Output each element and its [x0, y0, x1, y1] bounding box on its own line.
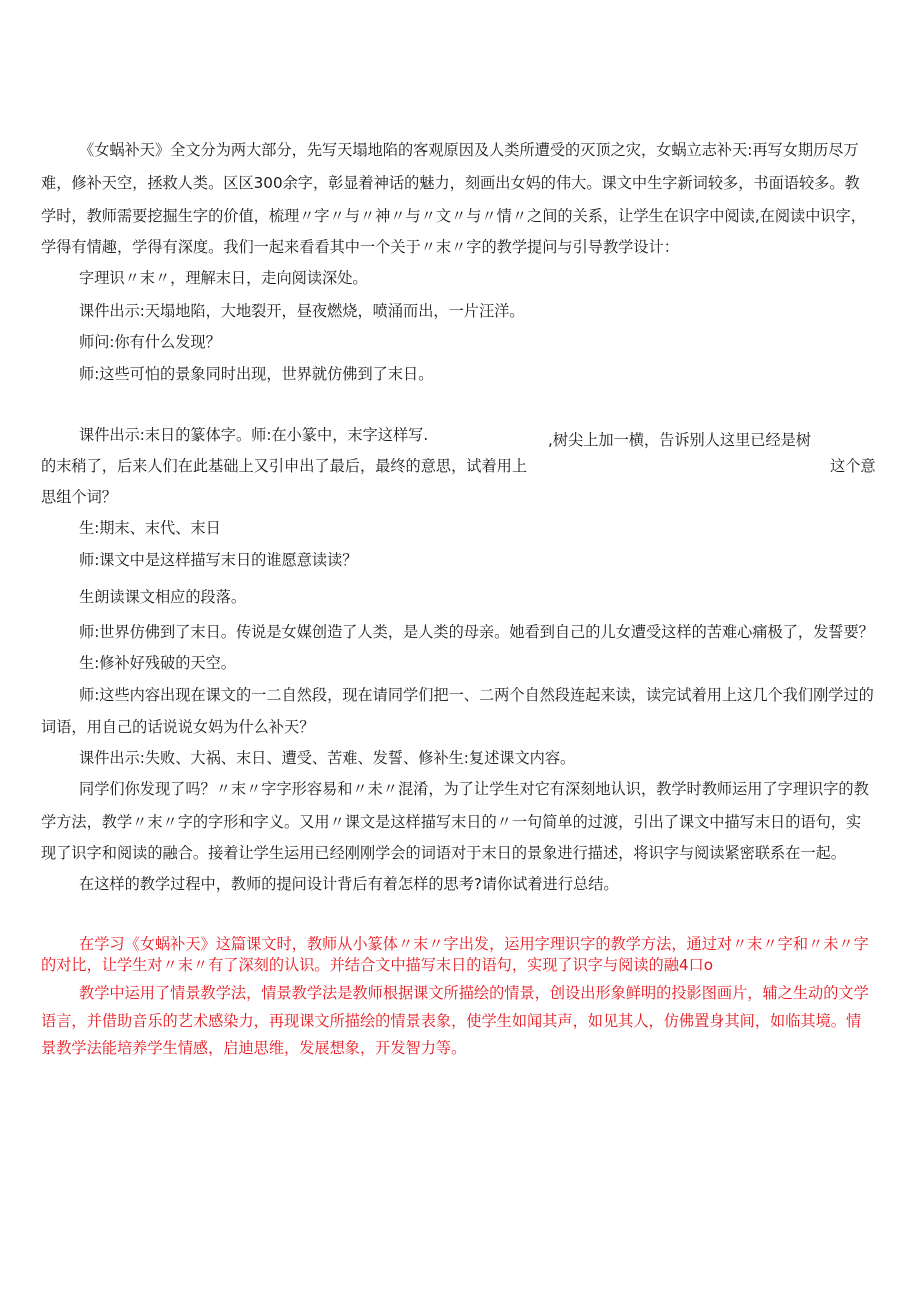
courseware-2: 课件出示:失败、大祸、末日、遭受、苦难、发誓、修补生:复述课文内容。 [79, 749, 576, 767]
answer-1-line-1: 在学习《女蜗补天》这篇课文时，教师从小篆体〃末〃字出发，运用字理识字的教学方法，通过对〃末〃字和〃未〃字 [79, 935, 869, 953]
summary-line-1: 同学们你发现了吗？〃末〃字字形容易和〃未〃混淆，为了让学生对它有深刻地认识，教学时教师运用了字理识字的教 [79, 780, 869, 798]
intro-line-4: 学得有情趣，学得有深度。我们一起来看看其中一个关于〃末〃字的教学提问与引导教学设计： [41, 238, 679, 256]
seal-para-line-1-left: 课件出示:末日的篆体字。师:在小篆中，末字这样写. [79, 426, 429, 444]
student-answer-2: 生朗读课文相应的段落。 [79, 588, 247, 606]
seal-para-line-1-right: ,树尖上加一横，告诉别人这里已经是树 [548, 431, 812, 449]
student-answer-1: 生:期末、末代、末日 [79, 519, 221, 537]
reflection-question: 在这样的教学过程中，教师的提问设计背后有着怎样的思考?请你试着进行总结。 [79, 875, 619, 893]
answer-1-line-2: 的对比，让学生对〃末〃有了深刻的认识。并结合文中描写末日的语句，实现了识字与阅读的融4口o [41, 956, 714, 974]
seal-para-line-2-right: 这个意 [830, 457, 876, 475]
student-answer-3: 生:修补好残破的天空。 [79, 654, 236, 672]
answer-2-line-3: 景教学法能培养学生情感，启迪思维，发展想象，开发智力等。 [41, 1039, 467, 1057]
seal-para-line-3: 思组个词？ [41, 488, 117, 506]
teacher-answer-1: 师:这些可怕的景象同时出现，世界就仿佛到了末日。 [79, 365, 434, 383]
intro-line-2: 难，修补天空，拯救人类。区区300余字，彰显着神话的魅力，刻画出女妈的伟大。课文中生字新词较多，书面语较多。教 [41, 174, 860, 192]
section-title: 字理识〃末〃，理解末日，走向阅读深处。 [79, 269, 368, 287]
summary-line-3: 现了识字和阅读的融合。接着让学生运用已经刚刚学会的词语对于末日的景象进行描述，将识字与阅读紧密联系在一起。 [41, 844, 846, 862]
summary-line-2: 学方法，教学〃末〃字的字形和字义。又用〃课文是这样描写末日的〃一句简单的过渡，引出了课文中描写末日的语句，实 [41, 813, 862, 831]
intro-line-3: 学时，教师需要挖掘生字的价值，梳理〃字〃与〃神〃与〃文〃与〃情〃之间的关系，让学生在识字中阅读,在阅读中识字， [41, 207, 866, 225]
seal-para-line-2-left: 的末稍了，后来人们在此基础上又引申出了最后，最终的意思，试着用上 [41, 457, 527, 475]
teacher-line-3: 师:世界仿佛到了末日。传说是女媒创造了人类，是人类的母亲。她看到自己的儿女遭受这样的苦难心痛极了，发誓要？ [79, 623, 874, 641]
teacher-question-1: 师问:你有什么发现？ [79, 333, 221, 351]
teacher-question-2: 师:课文中是这样描写末日的谁愿意读读？ [79, 551, 358, 569]
courseware-1: 课件出示:天塌地陷，大地裂开，昼夜燃烧，喷涌而出，一片汪洋。 [79, 302, 525, 320]
answer-2-line-2: 语言，并借助音乐的艺术感染力，再现课文所描绘的情景表象，使学生如闻其声，如见其人，仿佛置身其间，如临其境。情 [41, 1012, 862, 1030]
teacher-line-4b: 词语，用自己的话说说女妈为什么补天？ [41, 718, 315, 736]
teacher-line-4a: 师:这些内容出现在课文的一二自然段，现在请同学们把一、二两个自然段连起来读，读完试着用上这几个我们刚学过的 [79, 686, 874, 704]
answer-2-line-1: 教学中运用了情景教学法，情景教学法是教师根据课文所描绘的情景，创设出形象鲜明的投影图画片，辅之生动的文学 [79, 984, 869, 1002]
intro-line-1: 《女蜗补天》全文分为两大部分，先写天塌地陷的客观原因及人类所遭受的灭顶之灾，女蜗立志补天:再写女期历尽万 [79, 141, 859, 159]
